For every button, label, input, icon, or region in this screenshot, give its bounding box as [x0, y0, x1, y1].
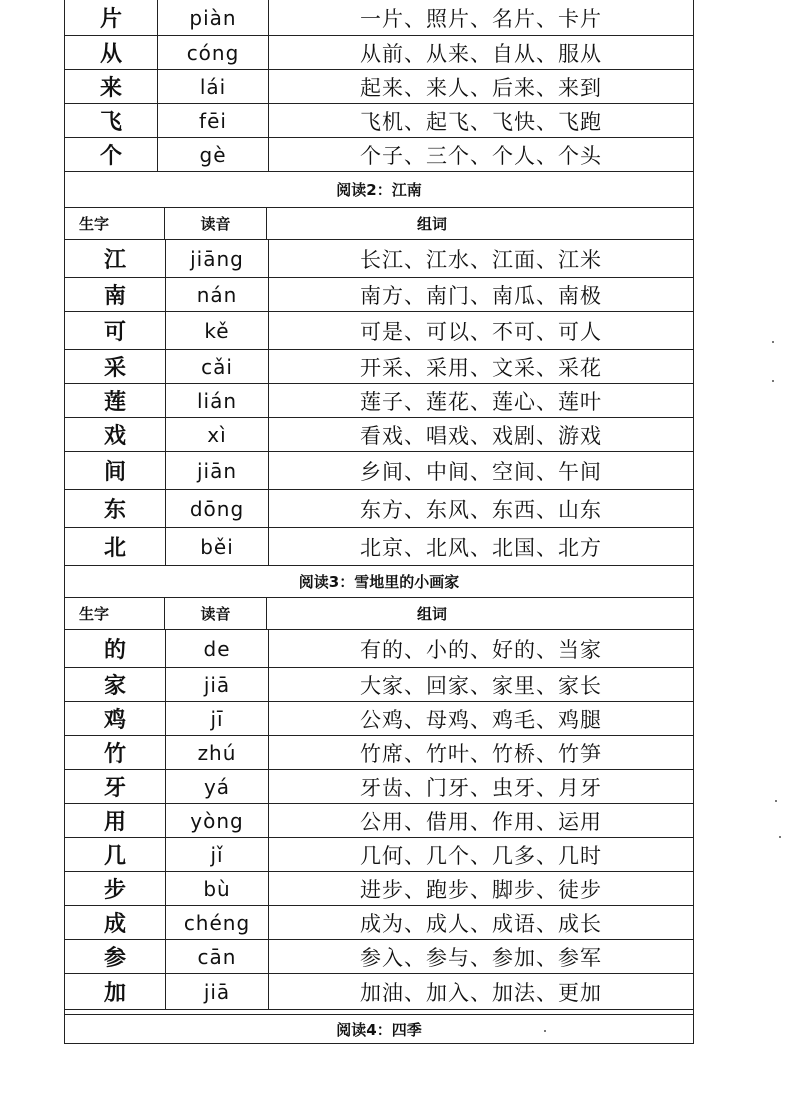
char-cell: 南	[65, 278, 166, 311]
char-cell: 的	[65, 630, 166, 667]
table-row	[65, 240, 693, 278]
char-cell: 可	[65, 312, 166, 349]
char-cell: 来	[65, 70, 158, 103]
table-row	[65, 940, 693, 974]
char-cell: 戏	[65, 418, 166, 451]
table-row	[65, 0, 693, 36]
table-row	[65, 974, 693, 1010]
table-row	[65, 70, 693, 104]
char-cell: 个	[65, 138, 158, 171]
section-title: 阅读2：江南	[65, 172, 693, 208]
table-row	[65, 804, 693, 838]
table-row	[65, 736, 693, 770]
words-cell: 大家、回家、家里、家长	[360, 673, 602, 698]
char-cell: 江	[65, 240, 166, 277]
table-row	[65, 490, 693, 528]
header-pinyin: 读音	[165, 598, 267, 629]
words-cell: 参入、参与、参加、参军	[360, 945, 602, 970]
words-cell: 可是、可以、不可、可人	[360, 319, 602, 344]
pinyin-cell: jī	[166, 702, 269, 735]
char-cell: 几	[65, 838, 166, 871]
section-1	[65, 0, 693, 172]
pinyin-cell: gè	[158, 138, 269, 171]
pinyin-cell: lái	[158, 70, 269, 103]
char-cell: 家	[65, 668, 166, 701]
table-row	[65, 872, 693, 906]
pinyin-cell: yòng	[166, 804, 269, 837]
words-cell: 莲子、莲花、莲心、莲叶	[360, 389, 602, 414]
words-cell: 有的、小的、好的、当家	[360, 637, 602, 662]
section-title: 阅读4：四季	[65, 1014, 693, 1044]
vocab-table	[64, 0, 694, 1044]
char-cell: 莲	[65, 384, 166, 417]
pinyin-cell: jiāng	[166, 240, 269, 277]
words-cell: 成为、成人、成语、成长	[360, 911, 602, 936]
pinyin-cell: běi	[166, 528, 269, 565]
header-words: 组词	[417, 215, 448, 233]
header-row	[65, 598, 693, 630]
words-cell: 几何、几个、几多、几时	[360, 843, 602, 868]
char-cell: 间	[65, 452, 166, 489]
words-cell: 飞机、起飞、飞快、飞跑	[360, 109, 602, 134]
section-2	[65, 172, 693, 566]
header-words: 组词	[417, 605, 448, 623]
table-row	[65, 452, 693, 490]
pinyin-cell: jiān	[166, 452, 269, 489]
pinyin-cell: nán	[166, 278, 269, 311]
words-cell: 一片、照片、名片、卡片	[360, 6, 602, 31]
table-row	[65, 770, 693, 804]
pinyin-cell: jiā	[166, 668, 269, 701]
char-cell: 牙	[65, 770, 166, 803]
pinyin-cell: fēi	[158, 104, 269, 137]
char-cell: 加	[65, 974, 166, 1009]
pinyin-cell: lián	[166, 384, 269, 417]
table-row	[65, 104, 693, 138]
words-cell: 看戏、唱戏、戏剧、游戏	[360, 423, 602, 448]
words-cell: 乡间、中间、空间、午间	[360, 459, 602, 484]
header-row	[65, 208, 693, 240]
char-cell: 片	[65, 0, 158, 35]
table-row	[65, 702, 693, 736]
pinyin-cell: kě	[166, 312, 269, 349]
table-row	[65, 838, 693, 872]
pinyin-cell: dōng	[166, 490, 269, 527]
header-pinyin: 读音	[165, 208, 267, 239]
char-cell: 用	[65, 804, 166, 837]
char-cell: 东	[65, 490, 166, 527]
pinyin-cell: cǎi	[166, 350, 269, 383]
words-cell: 进步、跑步、脚步、徒步	[360, 877, 602, 902]
words-cell: 公用、借用、作用、运用	[360, 809, 602, 834]
table-row	[65, 384, 693, 418]
words-cell: 南方、南门、南瓜、南极	[360, 283, 602, 308]
pinyin-cell: jǐ	[166, 838, 269, 871]
pinyin-cell: cóng	[158, 36, 269, 69]
words-cell: 公鸡、母鸡、鸡毛、鸡腿	[360, 707, 602, 732]
words-cell: 开采、采用、文采、采花	[360, 355, 602, 380]
char-cell: 步	[65, 872, 166, 905]
words-cell: 从前、从来、自从、服从	[360, 41, 602, 66]
section-title: 阅读3：雪地里的小画家	[65, 566, 693, 598]
words-cell: 起来、来人、后来、来到	[360, 75, 602, 100]
section-3	[65, 566, 693, 1010]
table-row	[65, 312, 693, 350]
table-row	[65, 668, 693, 702]
table-row	[65, 350, 693, 384]
pinyin-cell: cān	[166, 940, 269, 973]
table-row	[65, 528, 693, 566]
pinyin-cell: zhú	[166, 736, 269, 769]
char-cell: 从	[65, 36, 158, 69]
table-row	[65, 278, 693, 312]
words-cell: 个子、三个、个人、个头	[360, 143, 602, 168]
char-cell: 参	[65, 940, 166, 973]
words-cell: 牙齿、门牙、虫牙、月牙	[360, 775, 602, 800]
char-cell: 北	[65, 528, 166, 565]
char-cell: 飞	[65, 104, 158, 137]
char-cell: 采	[65, 350, 166, 383]
words-cell: 加油、加入、加法、更加	[360, 980, 602, 1005]
pinyin-cell: piàn	[158, 0, 269, 35]
pinyin-cell: xì	[166, 418, 269, 451]
table-row	[65, 906, 693, 940]
words-cell: 竹席、竹叶、竹桥、竹笋	[360, 741, 602, 766]
words-cell: 北京、北风、北国、北方	[360, 535, 602, 560]
words-cell: 长江、江水、江面、江米	[360, 247, 602, 272]
char-cell: 竹	[65, 736, 166, 769]
words-cell: 东方、东风、东西、山东	[360, 497, 602, 522]
char-cell: 鸡	[65, 702, 166, 735]
char-cell: 成	[65, 906, 166, 939]
header-char: 生字	[65, 598, 165, 629]
header-char: 生字	[65, 208, 165, 239]
pinyin-cell: chéng	[166, 906, 269, 939]
pinyin-cell: bù	[166, 872, 269, 905]
table-row	[65, 36, 693, 70]
pinyin-cell: de	[166, 630, 269, 667]
pinyin-cell: yá	[166, 770, 269, 803]
pinyin-cell: jiā	[166, 974, 269, 1009]
table-row	[65, 418, 693, 452]
table-row	[65, 138, 693, 172]
table-row	[65, 630, 693, 668]
